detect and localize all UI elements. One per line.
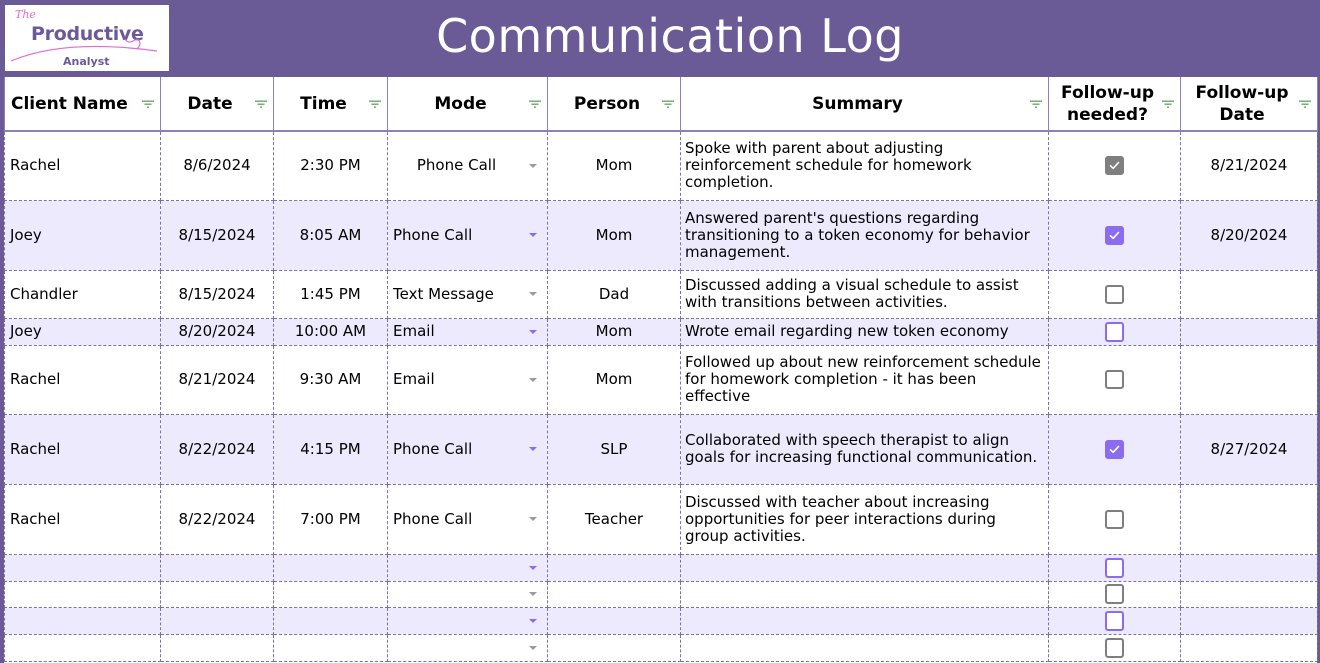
cell-person[interactable]	[548, 484, 681, 554]
column-header-person[interactable]	[548, 77, 681, 131]
cell-follow-up-needed[interactable]	[1049, 414, 1181, 484]
cell-summary[interactable]	[681, 345, 1049, 414]
cell-summary[interactable]	[681, 270, 1049, 318]
checkbox-unchecked-icon[interactable]	[1105, 370, 1124, 389]
cell-follow-up-needed[interactable]	[1049, 270, 1181, 318]
cell-client-name[interactable]	[5, 554, 161, 581]
mode: Phone Call	[393, 225, 473, 244]
client-name: Rachel	[10, 156, 61, 175]
cell-client-name[interactable]	[5, 200, 161, 270]
title-banner	[0, 0, 1320, 76]
checkmark-icon	[1108, 159, 1121, 172]
summary: Collaborated with speech therapist to align goals for increasing functional communication.	[685, 431, 1038, 466]
cell-client-name[interactable]	[5, 484, 161, 554]
person: Mom	[595, 370, 633, 388]
cell-person[interactable]	[548, 345, 681, 414]
cell-person[interactable]	[548, 200, 681, 270]
filter-icon[interactable]	[255, 99, 267, 108]
person: Teacher	[584, 509, 644, 528]
cell-person[interactable]	[548, 581, 681, 607]
logo-the: The	[15, 8, 36, 21]
cell-client-name[interactable]	[5, 607, 161, 634]
person: Mom	[595, 322, 633, 340]
summary: Discussed adding a visual schedule to assist with transitions between activities.	[685, 276, 1019, 311]
time: 9:30 AM	[299, 370, 362, 388]
cell-follow-up-needed[interactable]	[1049, 554, 1181, 581]
client-name: Joey	[10, 322, 42, 340]
checkmark-icon	[1108, 229, 1121, 242]
cell-time[interactable]	[274, 345, 388, 414]
cell-mode-dropdown[interactable]	[388, 484, 548, 554]
cell-person[interactable]	[548, 634, 681, 661]
table-row	[5, 484, 1318, 554]
table-row	[5, 131, 1318, 200]
cell-mode-dropdown[interactable]	[388, 318, 548, 345]
column-label: Date	[187, 93, 233, 114]
person: SLP	[600, 439, 628, 458]
date: 8/15/2024	[178, 225, 256, 244]
client-name: Joey	[10, 225, 42, 244]
follow-up-date: 8/21/2024	[1210, 156, 1288, 175]
summary: Followed up about new reinforcement schedule for homework completion - it has been effective	[685, 353, 1041, 405]
cell-time[interactable]	[274, 414, 388, 484]
table-row	[5, 554, 1318, 581]
date: 8/21/2024	[178, 370, 256, 388]
cell-date[interactable]	[161, 345, 274, 414]
cell-summary[interactable]	[681, 581, 1049, 607]
summary: Wrote email regarding new token economy	[685, 322, 1009, 340]
cell-follow-up-date[interactable]	[1181, 634, 1318, 661]
table-row	[5, 345, 1318, 414]
cell-mode-dropdown[interactable]	[388, 345, 548, 414]
table-row	[5, 270, 1318, 318]
mode: Phone Call	[416, 156, 497, 175]
cell-follow-up-date[interactable]	[1181, 345, 1318, 414]
cell-person[interactable]	[548, 318, 681, 345]
column-header-follow-up-date[interactable]	[1181, 77, 1318, 131]
column-header-summary[interactable]	[681, 77, 1049, 131]
cell-person[interactable]	[548, 607, 681, 634]
follow-up-date: 8/27/2024	[1210, 439, 1288, 458]
date: 8/20/2024	[178, 322, 256, 340]
table-row	[5, 581, 1318, 607]
header-row	[5, 77, 1318, 131]
cell-client-name[interactable]	[5, 131, 161, 200]
cell-person[interactable]	[548, 414, 681, 484]
column-label: Time	[300, 93, 347, 114]
cell-mode-dropdown[interactable]	[388, 200, 548, 270]
table-row	[5, 414, 1318, 484]
dropdown-arrow-icon[interactable]	[529, 619, 537, 623]
logo-analyst: Analyst	[63, 55, 110, 68]
logo-productive: Productive	[31, 23, 144, 45]
filter-icon[interactable]	[142, 99, 154, 108]
time: 7:00 PM	[300, 509, 361, 528]
time: 1:45 PM	[300, 284, 361, 303]
checkbox-unchecked-icon[interactable]	[1105, 638, 1124, 658]
column-label: Follow-up Date	[1195, 82, 1289, 125]
dropdown-arrow-icon[interactable]	[529, 517, 537, 521]
cell-date[interactable]	[161, 484, 274, 554]
client-name: Rachel	[10, 370, 61, 388]
dropdown-arrow-icon[interactable]	[529, 566, 537, 570]
client-name: Chandler	[10, 284, 78, 303]
column-header-follow-up-needed[interactable]	[1049, 77, 1181, 131]
column-label: Summary	[812, 93, 903, 114]
dropdown-arrow-icon[interactable]	[529, 233, 537, 237]
cell-time[interactable]	[274, 200, 388, 270]
cell-follow-up-needed[interactable]	[1049, 634, 1181, 661]
checkbox-unchecked-icon[interactable]	[1105, 584, 1124, 604]
cell-mode-dropdown[interactable]	[388, 554, 548, 581]
filter-icon[interactable]	[369, 99, 381, 108]
communication-table	[4, 77, 1317, 663]
cell-time[interactable]	[274, 634, 388, 661]
summary: Discussed with teacher about increasing opportunities for peer interactions during group activities.	[685, 492, 996, 545]
cell-summary[interactable]	[681, 484, 1049, 554]
cell-time[interactable]	[274, 270, 388, 318]
column-label: Mode	[434, 93, 487, 114]
cell-client-name[interactable]	[5, 270, 161, 318]
dropdown-arrow-icon[interactable]	[529, 592, 537, 596]
checkbox-checked-icon[interactable]	[1105, 440, 1124, 459]
column-header-mode[interactable]	[388, 77, 548, 131]
cell-follow-up-needed[interactable]	[1049, 607, 1181, 634]
cell-mode-dropdown[interactable]	[388, 414, 548, 484]
time: 4:15 PM	[300, 439, 361, 458]
dropdown-arrow-icon[interactable]	[529, 646, 537, 650]
table-row	[5, 318, 1318, 345]
column-label: Follow-up needed?	[1061, 82, 1154, 125]
cell-date[interactable]	[161, 414, 274, 484]
mode: Phone Call	[393, 439, 473, 458]
cell-follow-up-needed[interactable]	[1049, 200, 1181, 270]
cell-mode-dropdown[interactable]	[388, 607, 548, 634]
mode: Text Message	[393, 284, 494, 303]
cell-date[interactable]	[161, 270, 274, 318]
dropdown-arrow-icon[interactable]	[529, 292, 537, 296]
filter-icon[interactable]	[1299, 99, 1311, 108]
cell-time[interactable]	[274, 607, 388, 634]
date: 8/15/2024	[178, 284, 256, 303]
column-header-time[interactable]	[274, 77, 388, 131]
cell-time[interactable]	[274, 581, 388, 607]
checkbox-unchecked-icon[interactable]	[1105, 285, 1124, 304]
dropdown-arrow-icon[interactable]	[529, 330, 537, 334]
checkbox-checked-icon[interactable]	[1105, 156, 1124, 175]
cell-time[interactable]	[274, 554, 388, 581]
cell-summary[interactable]	[681, 318, 1049, 345]
time: 8:05 AM	[299, 225, 362, 244]
cell-follow-up-date[interactable]	[1181, 581, 1318, 607]
cell-mode-dropdown[interactable]	[388, 581, 548, 607]
cell-follow-up-needed[interactable]	[1049, 484, 1181, 554]
checkbox-checked-icon[interactable]	[1105, 226, 1124, 245]
column-label: Client Name	[11, 93, 128, 114]
dropdown-arrow-icon[interactable]	[529, 378, 537, 382]
cell-date[interactable]	[161, 634, 274, 661]
cell-follow-up-date[interactable]	[1181, 270, 1318, 318]
cell-date[interactable]	[161, 554, 274, 581]
column-label: Person	[573, 93, 641, 114]
cell-summary[interactable]	[681, 131, 1049, 200]
cell-person[interactable]	[548, 554, 681, 581]
cell-mode-dropdown[interactable]	[388, 634, 548, 661]
summary: Spoke with parent about adjusting reinforcement schedule for homework completion.	[685, 139, 972, 192]
cell-mode-dropdown[interactable]	[388, 131, 548, 200]
cell-follow-up-date[interactable]	[1181, 484, 1318, 554]
cell-follow-up-date[interactable]	[1181, 200, 1318, 270]
column-header-client-name[interactable]	[5, 77, 161, 131]
date: 8/22/2024	[178, 509, 256, 528]
cell-time[interactable]	[274, 484, 388, 554]
cell-time[interactable]	[274, 318, 388, 345]
cell-follow-up-needed[interactable]	[1049, 318, 1181, 345]
summary: Answered parent's questions regarding transitioning to a token economy for behavior management.	[685, 208, 1030, 261]
cell-client-name[interactable]	[5, 581, 161, 607]
date: 8/6/2024	[183, 156, 251, 175]
table-row	[5, 200, 1318, 270]
table-row	[5, 607, 1318, 634]
cell-time[interactable]	[274, 131, 388, 200]
person: Mom	[595, 156, 633, 175]
cell-follow-up-date[interactable]	[1181, 414, 1318, 484]
checkbox-unchecked-icon[interactable]	[1105, 322, 1124, 342]
cell-follow-up-date[interactable]	[1181, 607, 1318, 634]
filter-icon[interactable]	[662, 99, 674, 108]
checkbox-unchecked-icon[interactable]	[1105, 510, 1124, 529]
mode: Email	[393, 370, 435, 388]
cell-summary[interactable]	[681, 414, 1049, 484]
cell-follow-up-date[interactable]	[1181, 554, 1318, 581]
person: Mom	[595, 225, 633, 244]
cell-summary[interactable]	[681, 554, 1049, 581]
cell-summary[interactable]	[681, 607, 1049, 634]
client-name: Rachel	[10, 509, 61, 528]
cell-person[interactable]	[548, 270, 681, 318]
page-title: Communication Log	[436, 9, 904, 63]
person: Dad	[598, 284, 630, 303]
table-row	[5, 634, 1318, 661]
checkbox-unchecked-icon[interactable]	[1105, 611, 1124, 631]
filter-icon[interactable]	[1162, 99, 1174, 108]
filter-icon[interactable]	[1030, 99, 1042, 108]
cell-summary[interactable]	[681, 200, 1049, 270]
logo	[5, 5, 169, 71]
checkmark-icon	[1108, 443, 1121, 456]
cell-mode-dropdown[interactable]	[388, 270, 548, 318]
checkbox-unchecked-icon[interactable]	[1105, 558, 1124, 578]
mode: Phone Call	[393, 509, 473, 528]
dropdown-arrow-icon[interactable]	[529, 164, 537, 168]
cell-date[interactable]	[161, 581, 274, 607]
mode: Email	[393, 322, 435, 340]
column-header-date[interactable]	[161, 77, 274, 131]
cell-client-name[interactable]	[5, 318, 161, 345]
time: 2:30 PM	[300, 156, 361, 175]
time: 10:00 AM	[294, 322, 367, 340]
cell-date[interactable]	[161, 607, 274, 634]
dropdown-arrow-icon[interactable]	[529, 447, 537, 451]
client-name: Rachel	[10, 439, 61, 458]
date: 8/22/2024	[178, 439, 256, 458]
cell-follow-up-date[interactable]	[1181, 318, 1318, 345]
cell-date[interactable]	[161, 318, 274, 345]
filter-icon[interactable]	[529, 99, 541, 108]
cell-client-name[interactable]	[5, 634, 161, 661]
cell-follow-up-needed[interactable]	[1049, 131, 1181, 200]
cell-follow-up-date[interactable]	[1181, 131, 1318, 200]
cell-client-name[interactable]	[5, 345, 161, 414]
cell-follow-up-needed[interactable]	[1049, 345, 1181, 414]
cell-person[interactable]	[548, 131, 681, 200]
follow-up-date: 8/20/2024	[1210, 225, 1288, 244]
cell-client-name[interactable]	[5, 414, 161, 484]
cell-date[interactable]	[161, 200, 274, 270]
cell-date[interactable]	[161, 131, 274, 200]
cell-summary[interactable]	[681, 634, 1049, 661]
cell-follow-up-needed[interactable]	[1049, 581, 1181, 607]
